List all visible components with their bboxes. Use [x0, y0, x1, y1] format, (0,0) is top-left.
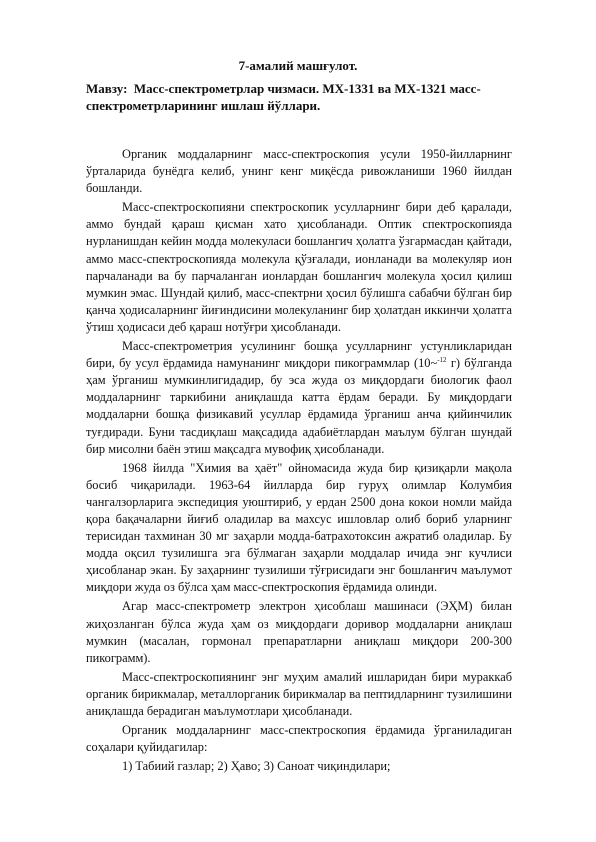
topic-label: Мавзу: [86, 81, 128, 96]
paragraph: 1968 йилда "Химия ва ҳаёт" ойномасида жуда бир қизиқарли мақола босиб чиқарилади. 1963-64 йилларда бир гуруҳ олимлар Колумбия чангалзорларига экспедиция уюштириб, у ердан 2500 дона кокои номли майда қора бақачаларни йиғиб оладилар ва махсус ишловлар олиб бориб уларнинг терисидан тахминан 30 мг заҳарли модда-батрахотоксин ажратиб оладилар. Бу модда оқсил тузилишга эга бўлмаган заҳарли моддалар ичида энг кучлиси ҳисобланар экан. Бу заҳарнинг тузилиши тўғрисидаги энг бошланғич маълумот миқдори жуда оз бўлса ҳам масс-спектроскопия ёрдамида олинди. [86, 460, 512, 595]
paragraph: 1) Табиий газлар; 2) Ҳаво; 3) Саноат чиқиндилари; [122, 759, 391, 774]
topic-text: Масс-спектрометрлар чизмаси. МХ-1331 ва МХ-1321 масс-спектрометрларининг ишлаш йўллари. [86, 81, 481, 113]
paragraph: Масс-спектроскопиянинг энг муҳим амалий ишларидан бири мураккаб органик бирикмалар, металлорганик бирикмалар ва пептидларнинг тузилишини аниқлашда берадиган маълумотлари ҳисобланади. [86, 669, 512, 718]
paragraph: Органик моддаларнинг масс-спектроскопия ёрдамида ўрганиладиган соҳалари қуйидагилар: [86, 723, 512, 755]
paragraph: Органик моддаларнинг масс-спектроскопия усули 1950-йилларнинг ўрталарида бунёдга келиб, унинг кенг миқёсда ривожланиши 1960 йилдан бошланди. [86, 147, 512, 196]
page-title: 7-амалий машғулот. [238, 58, 358, 73]
topic-heading [86, 80, 526, 114]
paragraph [86, 338, 512, 458]
exponent: -12 [437, 356, 447, 364]
paragraph: Агар масс-спектрометр электрон ҳисоблаш машинаси (ЭҲМ) билан жиҳозланган бўлса жуда ҳам оз миқдордаги доривор моддаларни аниқлаш мумкин (масалан, гормонал препаратларни аниқлаш миқдори 200-300 пикограмм). [86, 599, 512, 665]
paragraph: Масс-спектроскопияни спектроскопик усулларнинг бири деб қаралади, аммо бундай қараш қисман хато ҳисобланади. Оптик спектроскопияда нурланишдан кейин модда молекуласи бошлангич ҳолатга ўзгармасдан қайтади, аммо масс-спектроскопияда молекула қўзғалади, ионланади ва молекуляр ион парчаланади ва бу парчаланган ионлардан бошлангич молекула ҳосил қилиш мумкин эмас. Шундай қилиб, масс-спектрни ҳосил бўлишга сабабчи бўлган бир қанча ҳодисаларнинг йиғиндисини молекуланинг бир ҳолатдан иккинчи ҳолатга ўтиш ҳодисаси деб қараш нотўғри ҳисобланади. [86, 200, 512, 334]
body-text [86, 146, 512, 777]
paragraph-part: Масс-спектрометрия усулининг бошқа усулларнинг устунликларидан бири, бу усул ёрдамида намунанинг миқдори пикограммлар (10~ [86, 339, 512, 371]
paragraph-part: г) бўлганда ҳам ўрганиш мумкинлигидадир, бу эса жуда оз миқдордаги биологик фаол моддаларнинг таркибини аниқлашда катта ёрдам беради. Бу миқдордаги моддаларни бошқа физикавий усуллар ёрдамида ўрганиш анча қийинчилик туғдиради. Буни тасдиқлаш мақсадида адабиётлардан маълум бўлган шундай бир мисолни баён этиш мақсадга мувофиқ ҳисобланади. [86, 356, 512, 456]
